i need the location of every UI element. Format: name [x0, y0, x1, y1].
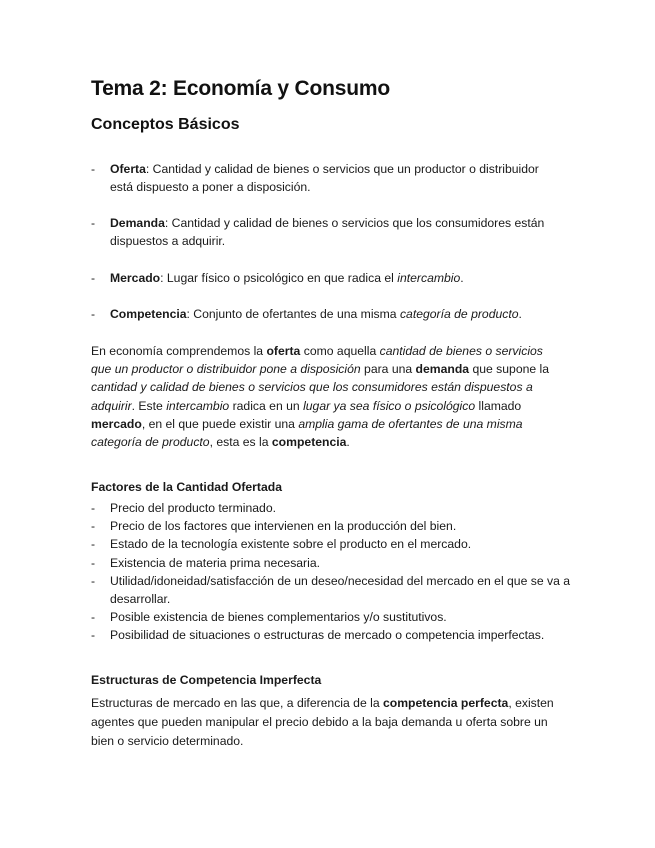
definition-text: Cantidad y calidad de bienes o servicios que un productor o distribuidor está dispuesto a poner a disposición. [110, 162, 539, 194]
list-dash: - [91, 307, 96, 321]
factors-heading: Factores de la Cantidad Ofertada [91, 480, 282, 494]
factors-list [91, 499, 571, 645]
imperfect-paragraph: Estructuras de mercado en las que, a diferencia de la competencia perfecta, existen agentes que pueden manipular el precio debido a la baja demanda u oferta sobre un bien o servicio determinado. [91, 696, 554, 748]
list-item: - Precio del producto terminado. [91, 501, 276, 515]
list-item: - Posibilidad de situaciones o estructuras de mercado o competencia imperfectas. [91, 628, 545, 643]
term-demanda: Demanda [110, 216, 165, 230]
page-title: Tema 2: Economía y Consumo [91, 77, 390, 100]
definition-oferta: - Oferta: Cantidad y calidad de bienes o servicios que un productor o distribuidor está dispuesto a poner a disposición. [91, 162, 539, 194]
imperfect-heading: Estructuras de Competencia Imperfecta [91, 673, 322, 687]
definition-competencia: - Competencia: Conjunto de ofertantes de una misma categoría de producto. [91, 307, 522, 321]
list-item: - Estado de la tecnología existente sobre el producto en el mercado. [91, 537, 472, 552]
list-item: - Existencia de materia prima necesaria. [91, 555, 320, 570]
definition-text: Cantidad y calidad de bienes o servicios que los consumidores están dispuestos a adquirir. [110, 216, 545, 248]
list-dash: - [91, 162, 96, 176]
definition-emphasis: categoría de producto [399, 307, 519, 321]
definition-demanda: - Demanda: Cantidad y calidad de bienes o servicios que los consumidores están dispuestos a adquirir. [91, 216, 545, 248]
list-item: - Utilidad/idoneidad/satisfacción de un deseo/necesidad del mercado en el que se va a desarrollar. [91, 573, 571, 607]
definition-emphasis: intercambio [397, 271, 461, 285]
term-competencia: Competencia [110, 307, 187, 321]
section-title-conceptos: Conceptos Básicos [91, 116, 240, 133]
list-dash: - [91, 216, 96, 230]
list-item: - Precio de los factores que intervienen en la producción del bien. [91, 519, 457, 534]
summary-paragraph: En economía comprendemos la oferta como aquella cantidad de bienes o servicios que un productor o distribuidor pone a disposición para una demanda que supone la cantidad y calidad de bienes o servicios que los consumidores están dispuestos a adquirir. Este intercambio radica en un lugar ya sea físico o psicológico llamado mercado, en el que puede existir una amplia gama de ofertantes de una misma categoría de producto, esta es la competencia. [91, 344, 550, 450]
list-item: - Posible existencia de bienes complementarios y/o sustitutivos. [91, 610, 447, 625]
list-dash: - [91, 271, 96, 285]
definition-text: Lugar físico o psicológico en que radica el [163, 271, 398, 285]
definition-text: Conjunto de ofertantes de una misma [189, 307, 400, 321]
term-oferta: Oferta [110, 162, 146, 176]
definition-mercado: - Mercado: Lugar físico o psicológico en que radica el intercambio. [91, 271, 464, 285]
term-mercado: Mercado [110, 271, 161, 285]
